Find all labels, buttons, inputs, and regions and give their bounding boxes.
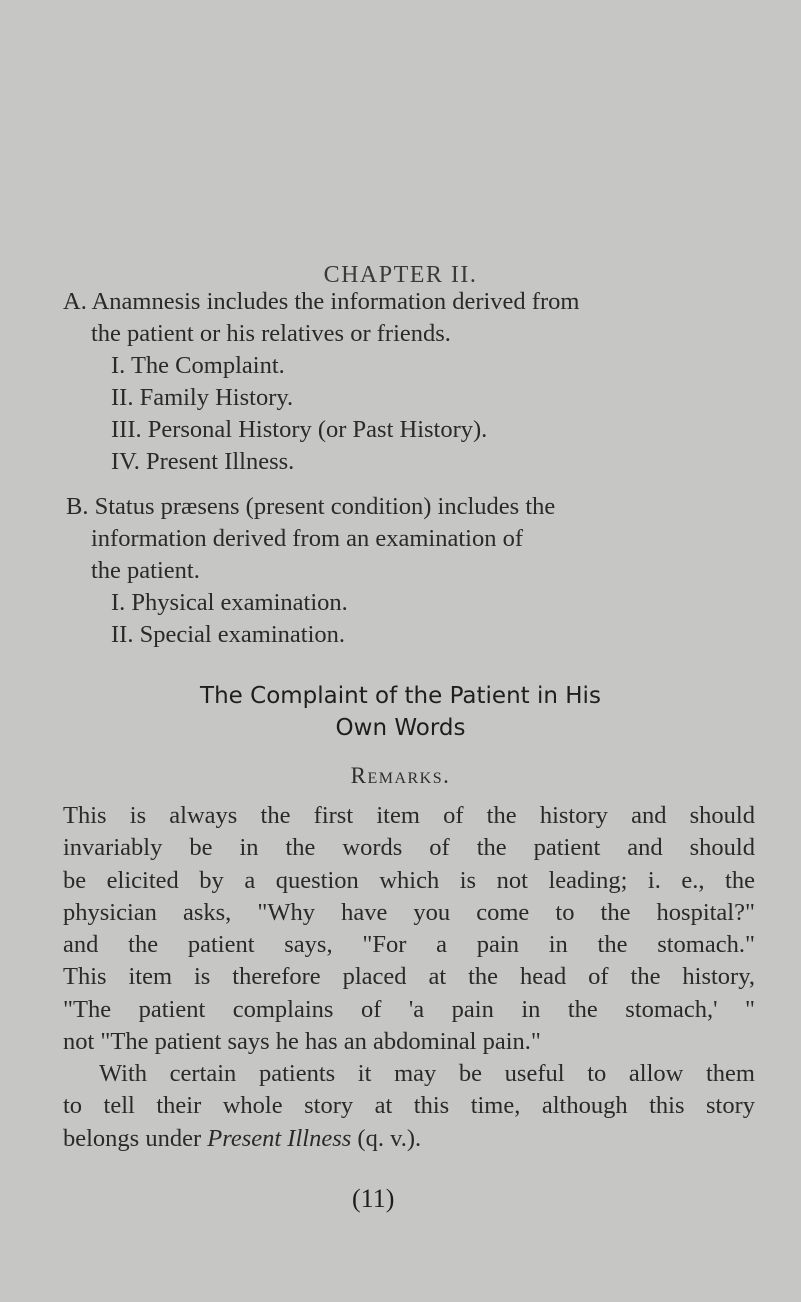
paragraph-1-line: physician asks, "Why have you come to the hospital?" (63, 898, 755, 926)
section-b-line-3: the patient. (91, 557, 200, 584)
section-heading-line-2: Own Words (335, 715, 466, 741)
chapter-title: CHAPTER II. (323, 262, 478, 288)
paragraph-1-line: not "The patient says he has an abdominal pain." (63, 1028, 541, 1056)
paragraph-2 (63, 1058, 755, 1155)
paragraph-2-last-suffix: (q. v.). (351, 1124, 422, 1152)
paragraph-2-last-prefix: belongs under (63, 1124, 208, 1152)
section-b-line-2: information derived from an examination of (91, 525, 524, 552)
paragraph-2-last-line (63, 1123, 755, 1155)
paragraph-1-line: and the patient says, "For a pain in the stomach." (63, 931, 755, 959)
paragraph-2-line: to tell their whole story at this time, although this story (63, 1092, 755, 1120)
section-a-item-4: IV. Present Illness. (111, 448, 295, 475)
paragraph-1-line: This item is therefore placed at the head of the history, (63, 963, 755, 991)
section-a-item-1: I. The Complaint. (111, 352, 285, 379)
section-b-item-2: II. Special examination. (111, 621, 346, 648)
section-a-item-3: III. Personal History (or Past History). (111, 416, 488, 443)
present-illness-reference: Present Illness (207, 1124, 352, 1152)
paragraph-1 (63, 800, 755, 1058)
remarks-title: Remarks. (350, 763, 451, 788)
paragraph-1-line: invariably be in the words of the patient and should (63, 834, 755, 862)
section-a-item-2: II. Family History. (111, 384, 294, 411)
page-number: (11) (352, 1184, 395, 1213)
section-b-item-1: I. Physical examination. (111, 589, 348, 616)
paragraph-1-line: This is always the first item of the history and should (63, 802, 755, 829)
section-heading-line-1: The Complaint of the Patient in His (200, 683, 601, 709)
section-a-line-2: the patient or his relatives or friends. (91, 320, 451, 347)
section-b-line-1: B. Status præsens (present condition) includes the (66, 493, 556, 520)
paragraph-1-line: "The patient complains of 'a pain in the stomach,' " (63, 995, 755, 1023)
paragraph-1-line: be elicited by a question which is not leading; i. e., the (63, 866, 755, 894)
paragraph-2-line: With certain patients it may be useful to allow them (99, 1060, 755, 1087)
section-a-line-1: A. Anamnesis includes the information derived from (63, 288, 580, 315)
